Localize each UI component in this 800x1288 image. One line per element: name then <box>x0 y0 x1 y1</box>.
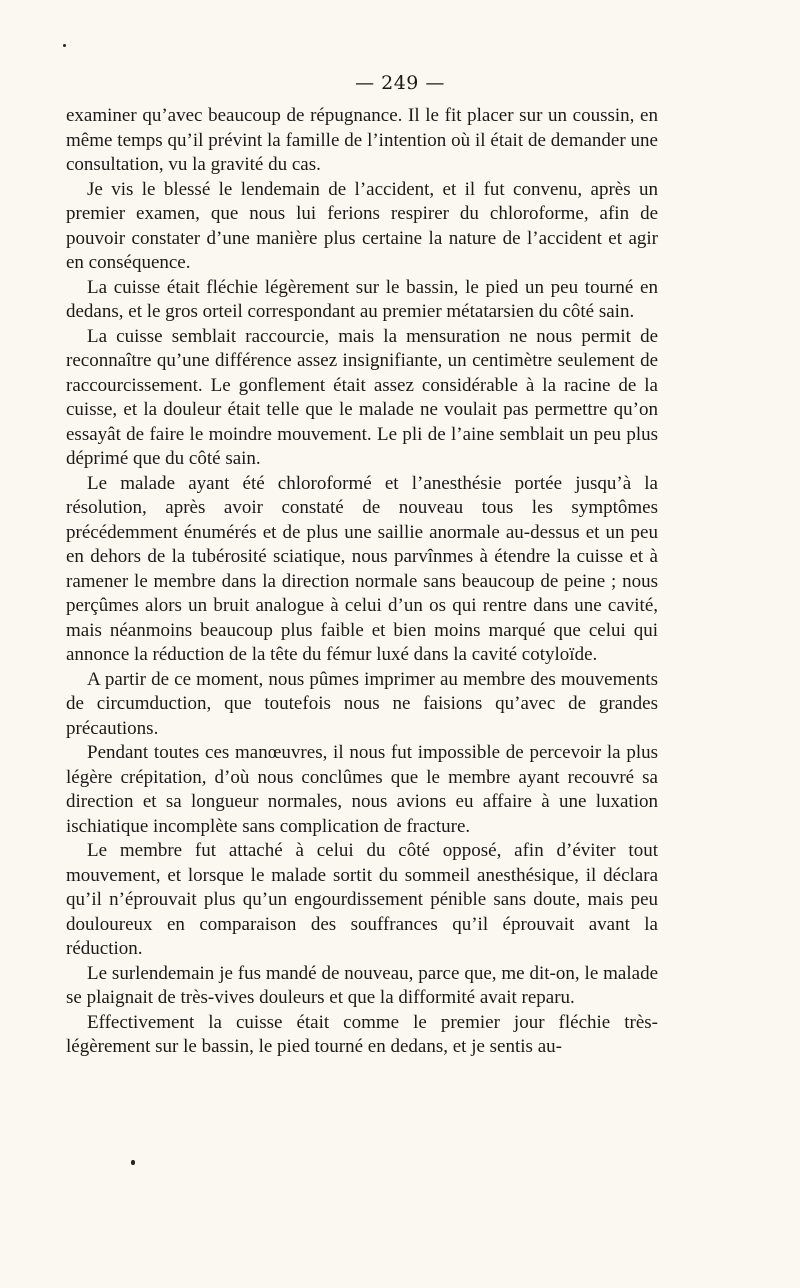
paragraph-2: Je vis le blessé le lendemain de l’accident, et il fut convenu, après un premier examen, que nous lui ferions respirer du chloroforme, afin de pouvoir constater d’une manière plus certaine la nature de l’accident et agir en conséquence. <box>66 178 658 273</box>
body-text <box>66 104 658 1060</box>
ink-speck-bottom <box>131 1160 135 1165</box>
paragraph-10: Effectivement la cuisse était comme le premier jour fléchie très-légèrement sur le bassin, le pied tourné en dedans, et je sentis au- <box>66 1011 658 1057</box>
paragraph-1: examiner qu’avec beaucoup de répugnance. Il le fit placer sur un coussin, en même temps qu’il prévint la famille de l’intention où il était de demander une consultation, vu la gravité du cas. <box>66 105 658 175</box>
paragraph-6: A partir de ce moment, nous pûmes imprimer au membre des mouvements de circumduction, que toutefois nous ne faisions qu’avec de grandes précautions. <box>66 668 658 739</box>
paragraph-9: Le surlendemain je fus mandé de nouveau, parce que, me dit-on, le malade se plaignait de très-vives douleurs et que la difformité avait reparu. <box>66 962 658 1008</box>
paragraph-4: La cuisse semblait raccourcie, mais la mensuration ne nous permit de reconnaître qu’une différence assez insignifiante, un centimètre seulement de raccourcissement. Le gonflement était assez considérable à la racine de la cuisse, et la douleur était telle que le malade ne voulait pas permettre qu’on essayât de faire le moindre mouvement. Le pli de l’aine semblait un peu plus déprimé que du côté sain. <box>66 325 658 469</box>
paragraph-5: Le malade ayant été chloroformé et l’anesthésie portée jusqu’à la résolution, après avoir constaté de nouveau tous les symptômes précédemment énumérés et de plus une saillie anormale au-dessus et un peu en dehors de la tubérosité sciatique, nous parvînmes à étendre la cuisse et à ramener le membre dans la direction normale sans beaucoup de peine ; nous perçûmes alors un bruit analogue à celui d’un os qui rentre dans une cavité, mais néanmoins beaucoup plus faible et bien moins marqué que celui qui annonce la réduction de la tête du fémur luxé dans la cavité cotyloïde. <box>66 472 658 665</box>
page-number: — 249 — <box>355 72 445 94</box>
paragraph-7: Pendant toutes ces manœuvres, il nous fut impossible de percevoir la plus légère crépitation, d’où nous conclûmes que le membre ayant recouvré sa direction et sa longueur normales, nous avions eu affaire à une luxation ischiatique incomplète sans complication de fracture. <box>66 742 658 837</box>
paragraph-3: La cuisse était fléchie légèrement sur le bassin, le pied un peu tourné en dedans, et le gros orteil correspondant au premier métatarsien du côté sain. <box>66 276 658 322</box>
ink-speck-top <box>63 44 66 47</box>
paragraph-8: Le membre fut attaché à celui du côté opposé, afin d’éviter tout mouvement, et lorsque le malade sortit du sommeil anesthésique, il déclara qu’il n’éprouvait plus qu’un engourdissement pénible sans doute, mais peu douloureux en comparaison des souffrances qu’il éprouvait avant la réduction. <box>66 840 658 959</box>
